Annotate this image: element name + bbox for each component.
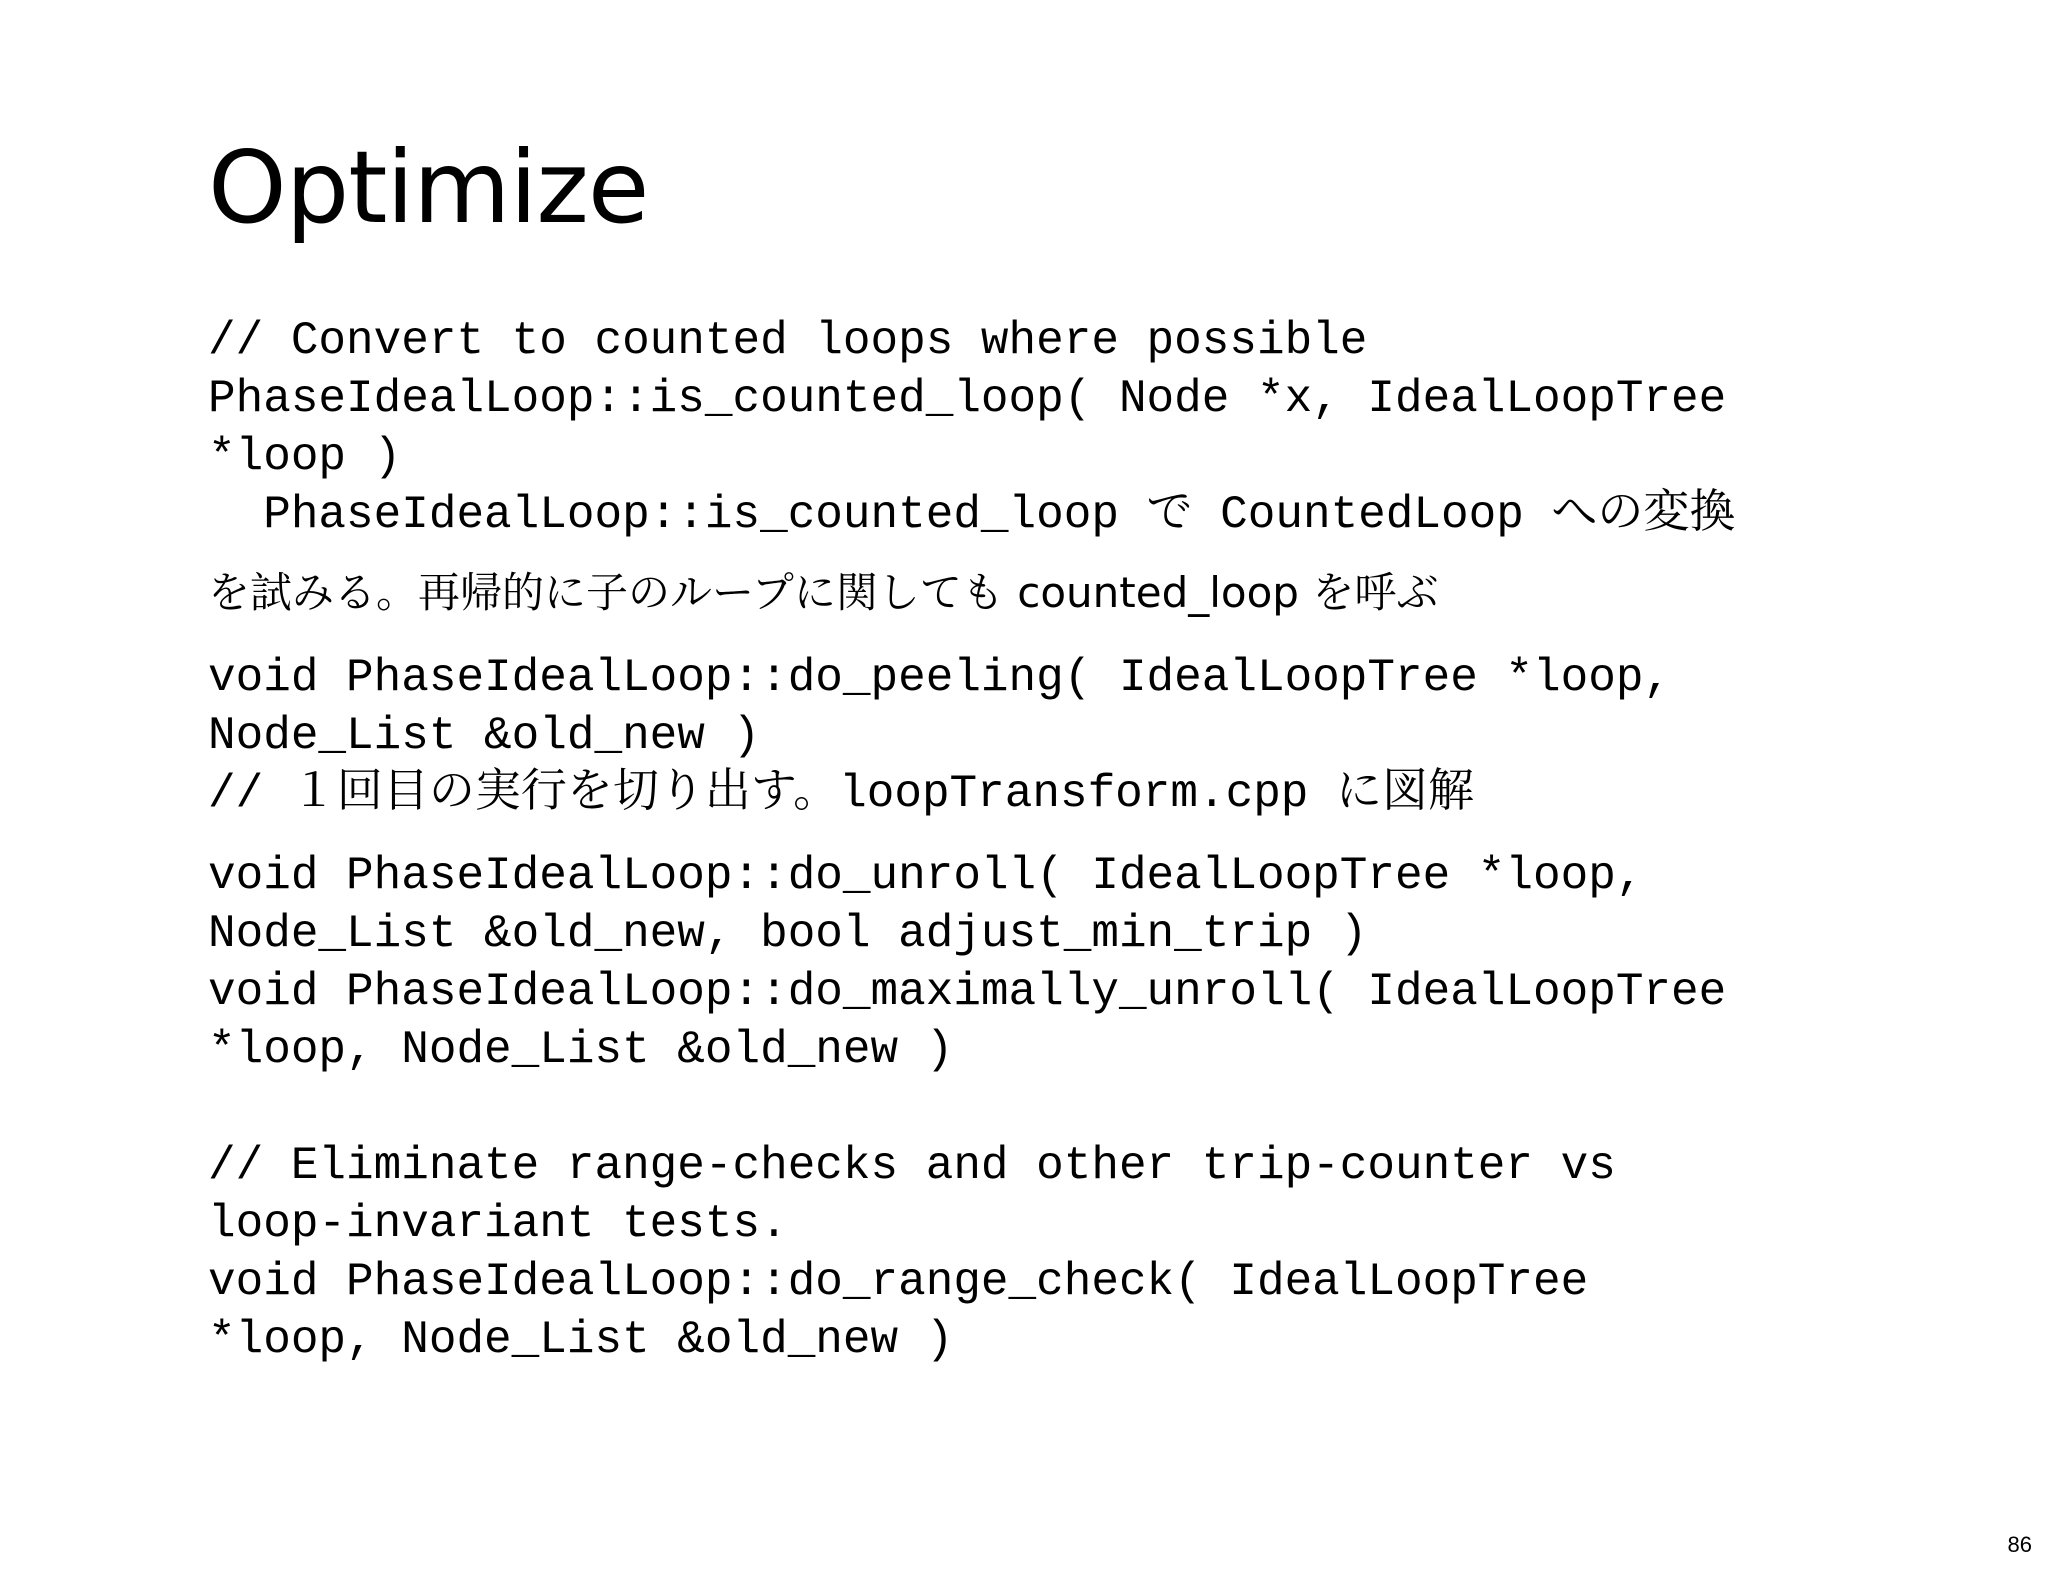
code-line-do-range-check: void PhaseIdealLoop::do_range_check( IdealLoopTree (208, 1256, 1589, 1308)
note-line-counted-loop: PhaseIdealLoop::is_counted_loop で CountedLoop への変換 (208, 489, 1736, 541)
code-comment-eliminate-cont: loop-invariant tests. (208, 1198, 788, 1250)
note-line-recursive: を試みる。再帰的に子のループに関しても counted_loop を呼ぶ (208, 568, 1439, 617)
code-line-do-unroll-cont: Node_List &old_new, bool adjust_min_trip ) (208, 908, 1368, 960)
code-line-do-maximally-unroll-cont: *loop, Node_List &old_new ) (208, 1024, 954, 1076)
code-line-do-unroll: void PhaseIdealLoop::do_unroll( IdealLoopTree *loop, (208, 850, 1644, 902)
code-line-do-range-check-cont: *loop, Node_List &old_new ) (208, 1314, 954, 1366)
code-line-do-peeling: void PhaseIdealLoop::do_peeling( IdealLoopTree *loop, (208, 652, 1672, 704)
code-comment-eliminate: // Eliminate range-checks and other trip-counter vs (208, 1140, 1616, 1192)
code-comment-peeling: // １回目の実行を切り出す。loopTransform.cpp に図解 (208, 768, 1475, 820)
code-line-do-peeling-cont: Node_List &old_new ) (208, 710, 761, 762)
page-number: 86 (2007, 1532, 2032, 1557)
code-line-is-counted-loop: PhaseIdealLoop::is_counted_loop( Node *x, IdealLoopTree (208, 373, 1727, 425)
slide-title: Optimize (208, 129, 649, 246)
code-comment-convert: // Convert to counted loops where possible (208, 315, 1368, 367)
code-line-is-counted-loop-cont: *loop ) (208, 431, 402, 483)
code-line-do-maximally-unroll: void PhaseIdealLoop::do_maximally_unroll( IdealLoopTree (208, 966, 1727, 1018)
